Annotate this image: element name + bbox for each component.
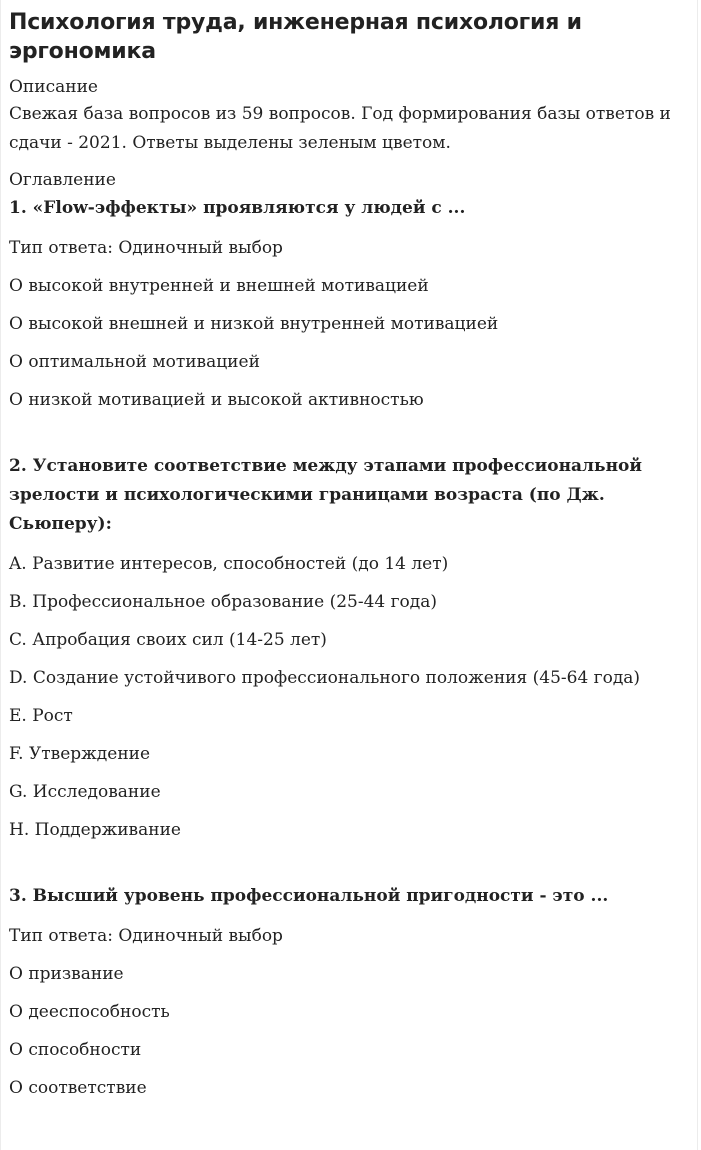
match-option: E. Рост <box>9 706 73 726</box>
answer-option: O соответствие <box>9 1078 147 1098</box>
table-of-contents-link[interactable]: Оглавление <box>9 170 116 190</box>
match-option: H. Поддерживание <box>9 820 181 840</box>
answer-option: O высокой внешней и низкой внутренней мотивацией <box>9 314 499 334</box>
question-title: 1. «Flow-эффекты» проявляются у людей с ... <box>9 198 466 218</box>
answer-option: O дееспособность <box>9 1002 170 1022</box>
answer-option: O высокой внутренней и внешней мотивацией <box>9 276 429 296</box>
answer-type: Тип ответа: Одиночный выбор <box>9 926 283 946</box>
question-title: 3. Высший уровень профессиональной пригодности - это ... <box>9 886 609 906</box>
match-option: D. Создание устойчивого профессионального положения (45-64 года) <box>9 668 641 688</box>
answer-type: Тип ответа: Одиночный выбор <box>9 238 283 258</box>
match-option: G. Исследование <box>9 782 161 802</box>
description-label: Описание <box>9 77 98 97</box>
match-option: A. Развитие интересов, способностей (до 14 лет) <box>9 554 449 574</box>
page-title: Психология труда, инженерная психология и эргономика <box>9 10 582 64</box>
answer-option: O низкой мотивацией и высокой активностью <box>9 390 424 410</box>
document-content <box>9 8 693 1101</box>
description-text: Свежая база вопросов из 59 вопросов. Год формирования базы ответов и сдачи - 2021. Ответы выделены зеленым цветом. <box>9 104 671 153</box>
question-3 <box>9 882 693 1101</box>
question-title: 2. Установите соответствие между этапами профессиональной зрелости и психологическими границами возраста (по Дж. Сьюперу): <box>9 456 642 534</box>
question-1 <box>9 194 693 413</box>
match-option: F. Утверждение <box>9 744 151 764</box>
section-gap <box>9 413 693 452</box>
match-option: C. Апробация своих сил (14-25 лет) <box>9 630 327 650</box>
question-2 <box>9 452 693 843</box>
answer-option: O способности <box>9 1040 142 1060</box>
section-gap <box>9 843 693 882</box>
answer-option: O призвание <box>9 964 124 984</box>
match-option: B. Профессиональное образование (25-44 года) <box>9 592 438 612</box>
answer-option: O оптимальной мотивацией <box>9 352 260 372</box>
